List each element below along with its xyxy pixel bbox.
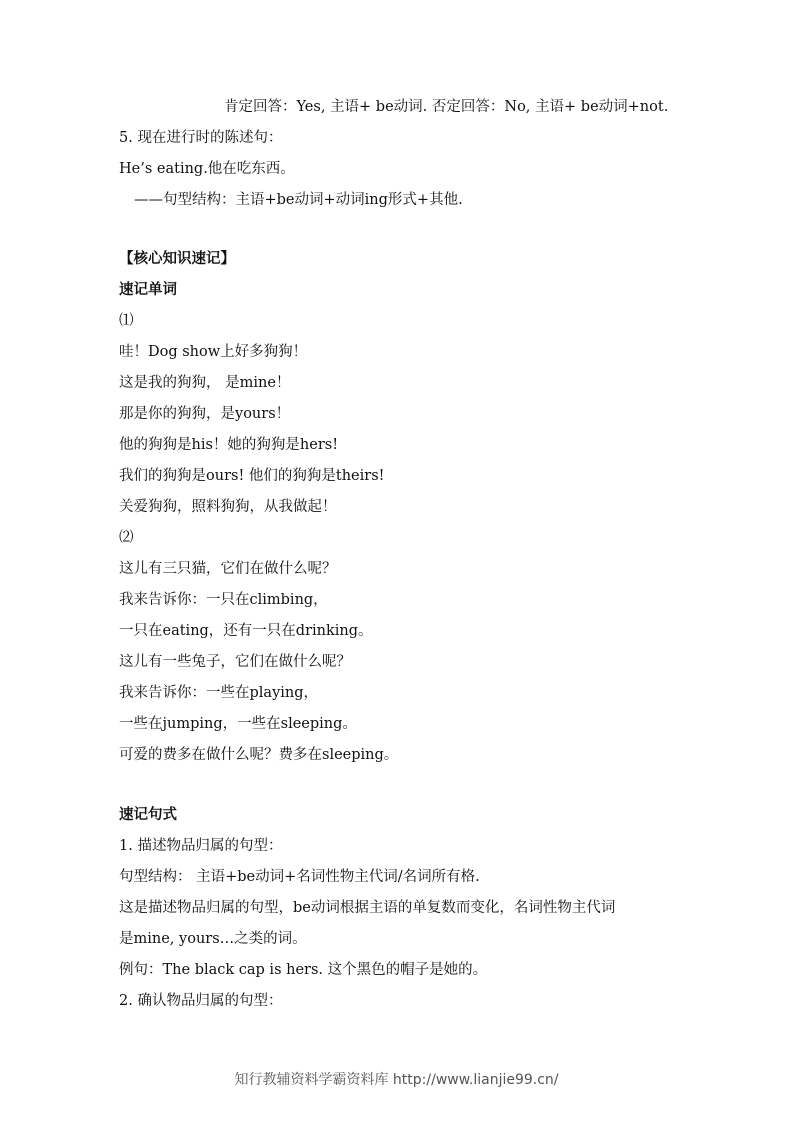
rhyme-line: 可爱的费多在做什么呢？费多在sleeping。: [119, 747, 399, 763]
list-marker-1: ⑴: [119, 313, 134, 329]
example-sentence: He’s eating.他在吃东西。: [119, 161, 295, 177]
explanation-line: 这是描述物品归属的句型，be动词根据主语的单复数而变化，名词性物主代词: [119, 900, 616, 916]
rhyme-line: 那是你的狗狗，是yours！: [119, 406, 291, 422]
footer-watermark: 知行教辅资料学霸资料库 http://www.lianjie99.cn/: [234, 1072, 559, 1088]
rhyme-line: 我来告诉你：一只在climbing，: [119, 592, 328, 608]
example-line: 例句：The black cap is hers. 这个黑色的帽子是她的。: [119, 962, 488, 978]
rhyme-line: 关爱狗狗，照料狗狗，从我做起！: [119, 499, 337, 515]
structure-line: 句型结构： 主语+be动词+名词性物主代词/名词所有格.: [119, 869, 480, 885]
core-knowledge-heading: 【核心知识速记】: [119, 251, 235, 267]
section-5-heading: 5. 现在进行时的陈述句：: [119, 130, 283, 146]
answer-pattern-line: 肯定回答：Yes, 主语+ be动词. 否定回答：No, 主语+ be动词+not.: [224, 99, 669, 115]
sentence-pattern-heading: 速记句式: [119, 807, 177, 823]
pattern-2-heading: 2. 确认物品归属的句型：: [119, 993, 283, 1009]
rhyme-line: 这是我的狗狗， 是mine！: [119, 375, 291, 391]
rhyme-line: 他的狗狗是his！她的狗狗是hers!: [119, 437, 339, 453]
rhyme-line: 一些在jumping，一些在sleeping。: [119, 716, 357, 732]
rhyme-line: 一只在eating，还有一只在drinking。: [119, 623, 373, 639]
vocab-heading: 速记单词: [119, 282, 177, 298]
rhyme-line: 我们的狗狗是ours! 他们的狗狗是theirs!: [119, 468, 385, 484]
rhyme-line: 哇！Dog show上好多狗狗！: [119, 344, 308, 360]
rhyme-line: 这儿有一些兔子，它们在做什么呢？: [119, 654, 351, 670]
structure-line: ——句型结构：主语+be动词+动词ing形式+其他.: [134, 192, 463, 208]
pattern-1-heading: 1. 描述物品归属的句型：: [119, 838, 283, 854]
rhyme-line: 我来告诉你：一些在playing，: [119, 685, 319, 701]
rhyme-line: 这儿有三只猫，它们在做什么呢？: [119, 561, 337, 577]
explanation-line: 是mine, yours…之类的词。: [119, 931, 307, 947]
list-marker-2: ⑵: [119, 530, 134, 546]
